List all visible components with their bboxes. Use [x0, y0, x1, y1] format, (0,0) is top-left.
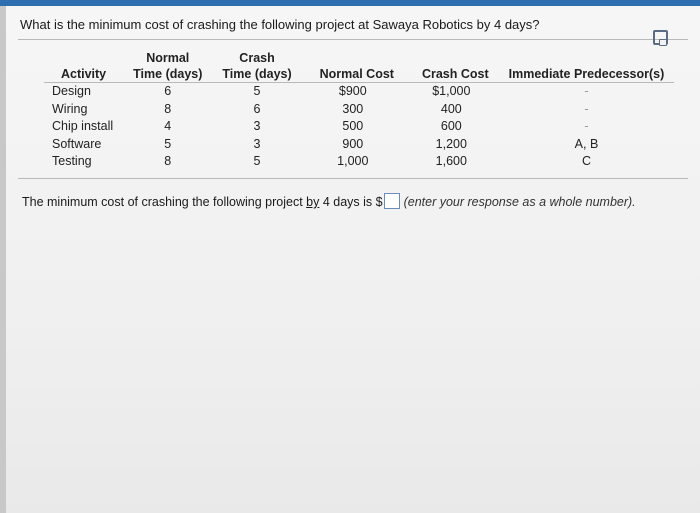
cell-crash-cost: 1,600 — [435, 154, 467, 168]
header-predecessor: Immediate Predecessor(s) — [499, 66, 675, 83]
header-crash-top: Crash — [239, 51, 275, 65]
cell-normal-time: 4 — [164, 119, 172, 133]
table-row — [44, 153, 674, 171]
cell-crash-cost: 400 — [440, 101, 462, 116]
answer-input[interactable] — [384, 193, 400, 209]
cell-predecessor: - — [584, 119, 589, 133]
answer-hint: (enter your response as a whole number). — [403, 195, 636, 209]
question-divider — [18, 39, 688, 40]
answer-middle: 4 days is $ — [319, 195, 383, 209]
cell-crash-time: 5 — [253, 154, 261, 168]
header-crash-cost: Crash Cost — [404, 66, 499, 83]
header-normal-top: Normal — [146, 51, 190, 65]
table-row — [44, 83, 674, 101]
cell-normal-time: 6 — [164, 84, 172, 98]
cell-crash-time: 6 — [253, 101, 261, 116]
cell-activity: Testing — [52, 154, 92, 168]
cell-crash-cost: 600 — [440, 119, 462, 133]
table-header-row-top — [44, 50, 674, 66]
header-crash-time: Time (days) — [212, 66, 301, 83]
cell-normal-time: 5 — [164, 136, 172, 151]
table-row — [44, 101, 674, 119]
project-data-table — [44, 50, 674, 171]
cell-crash-cost: 1,200 — [435, 136, 467, 151]
cell-normal-cost: $900 — [338, 84, 367, 98]
table-header-row — [44, 66, 674, 83]
cell-crash-time: 3 — [253, 136, 261, 151]
cell-crash-time: 5 — [253, 84, 261, 98]
table-row — [44, 118, 674, 136]
cell-predecessor: A, B — [574, 136, 599, 151]
cell-predecessor: C — [581, 154, 591, 168]
cell-predecessor: - — [584, 101, 589, 116]
cell-crash-time: 3 — [253, 119, 261, 133]
answer-by-word: by — [306, 195, 320, 209]
copy-icon[interactable] — [653, 30, 668, 45]
cell-activity: Software — [52, 136, 102, 151]
table-row — [44, 136, 674, 154]
cell-normal-cost: 1,000 — [337, 154, 369, 168]
cell-normal-cost: 900 — [342, 136, 364, 151]
cell-normal-time: 8 — [164, 154, 172, 168]
answer-prefix: The minimum cost of crashing the following project — [22, 195, 307, 209]
cell-activity: Chip install — [52, 119, 114, 133]
cell-activity: Design — [52, 84, 91, 98]
question-text: What is the minimum cost of crashing the following project at Sawaya Robotics by 4 days? — [20, 17, 540, 32]
answer-line — [22, 193, 636, 209]
header-normal-cost: Normal Cost — [302, 66, 404, 83]
cell-crash-cost: $1,000 — [432, 84, 471, 98]
cell-normal-cost: 300 — [342, 101, 364, 116]
table-bottom-divider — [18, 178, 688, 179]
cell-normal-time: 8 — [164, 101, 172, 116]
cell-predecessor: - — [584, 84, 589, 98]
cell-normal-cost: 500 — [342, 119, 364, 133]
header-activity: Activity — [44, 66, 123, 83]
header-normal-time: Time (days) — [123, 66, 212, 83]
cell-activity: Wiring — [52, 101, 88, 116]
